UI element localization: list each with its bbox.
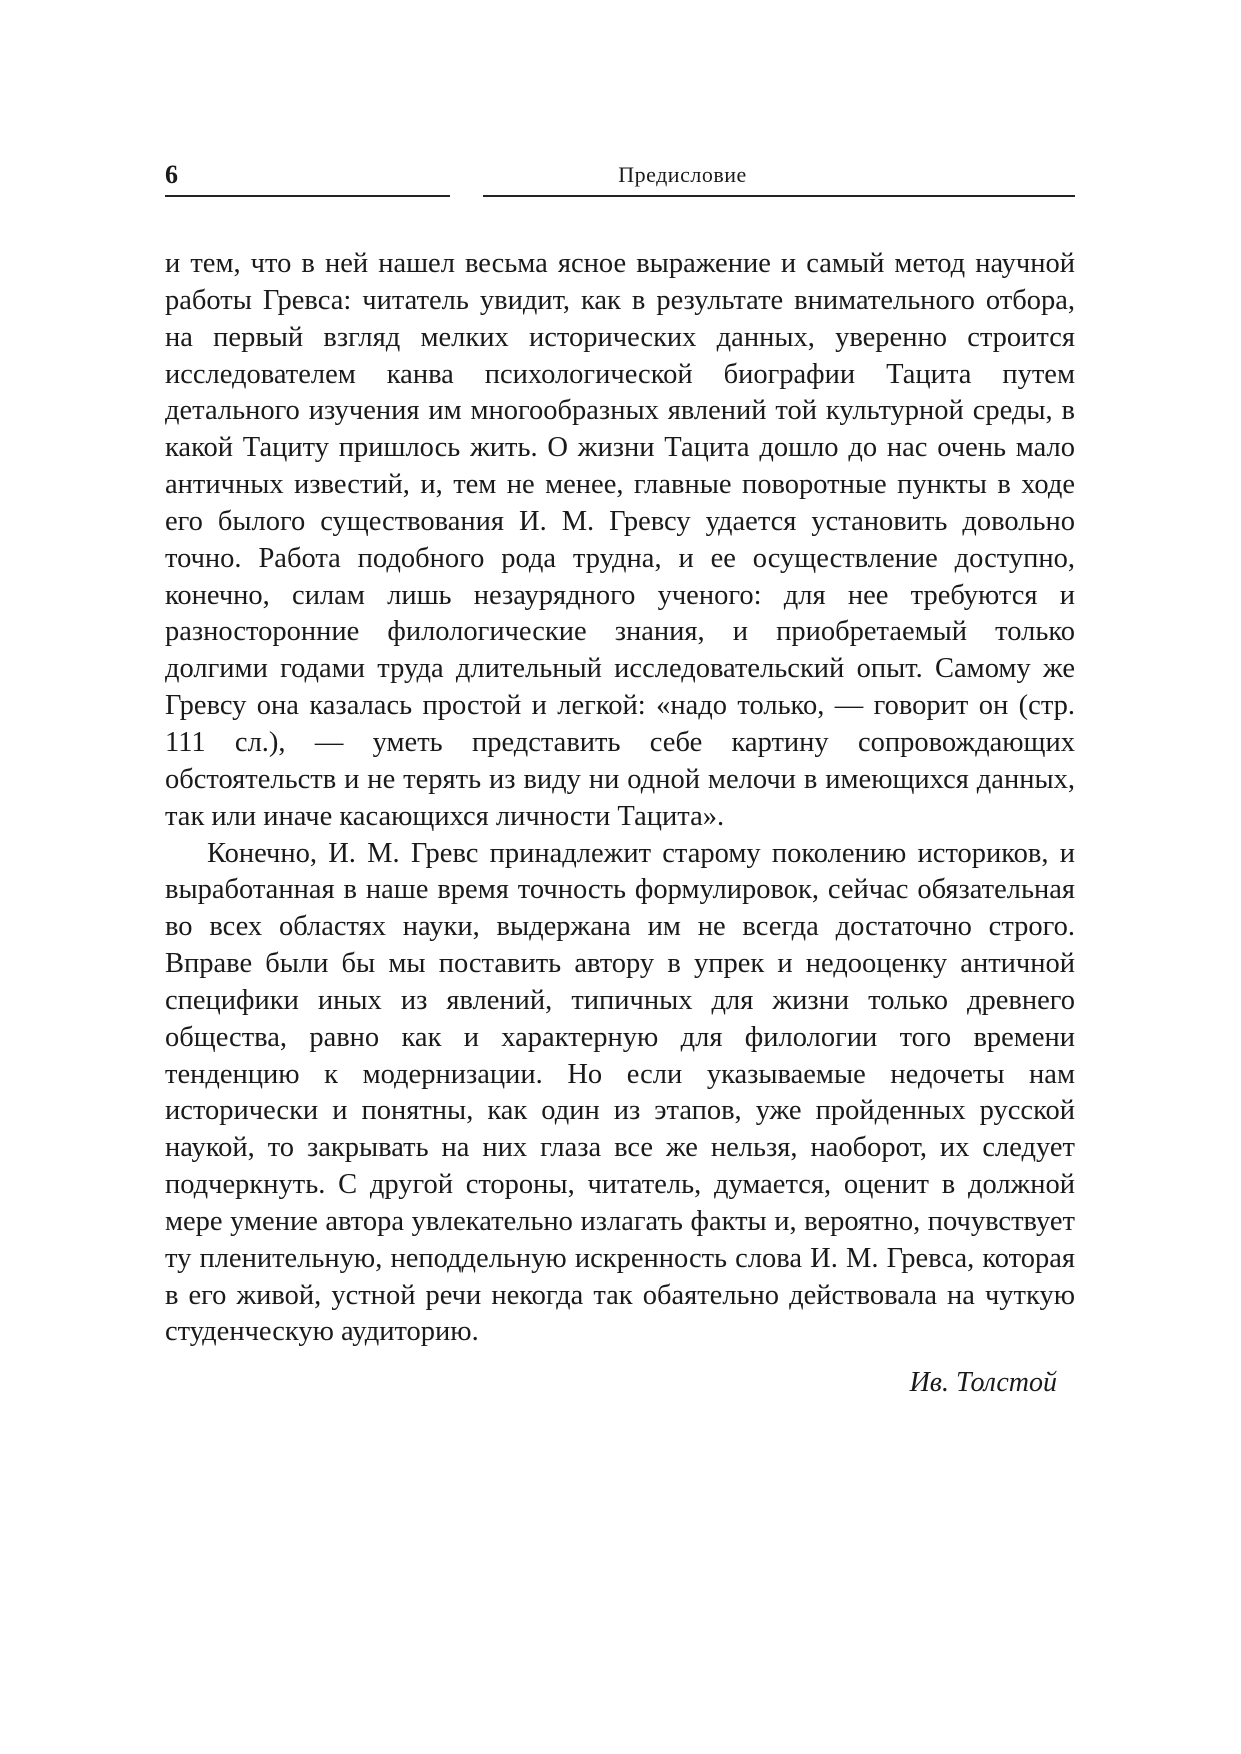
running-title: Предисловие [618, 162, 747, 187]
document-page [165, 150, 1075, 1399]
author-signature: Ив. Толстой [909, 1367, 1057, 1399]
running-header [165, 150, 1075, 198]
paragraph-continued: и тем, что в ней нашел весьма ясное выражение и самый метод научной работы Гревса: читатель увидит, как в результате внимательного отбора, на первый взгляд мелких исторических данных, уверенно строится исследователем канва психологической биографии Тацита путем детального изучения им многообразных явлений той культурной среды, в какой Тациту пришлось жить. О жизни Тацита дошло до нас очень мало античных известий, и, тем не менее, главные поворотные пункты в ходе его былого существования И. М. Гревсу удается установить довольно точно. Работа подобного рода трудна, и ее осуществление доступно, конечно, силам лишь незаурядного ученого: для нее требуются и разносторонние филологические знания, и приобретаемый только долгими годами труда длительный исследовательский опыт. Самому же Гревсу она казалась простой и легкой: «надо только, — говорит он (стр. 111 сл.), — уметь представить себе картину сопровождающих обстоятельств и не терять из виду ни одной мелочи в имеющихся данных, так или иначе касающихся личности Тацита». [165, 248, 1075, 832]
paragraph: Конечно, И. М. Гревс принадлежит старому поколению историков, и выработанная в наше время точность формулировок, сейчас обязательная во всех областях науки, выдержана им не всегда достаточно строго. Вправе были бы мы поставить автору в упрек и недооценку античной специфики иных из явлений, типичных для жизни только древнего общества, равно как и характерную для филологии того времени тенденцию к модернизации. Но если указываемые недочеты нам исторически и понятны, как один из этапов, уже пройденных русской наукой, то закрывать на них глаза все же нельзя, наоборот, их следует подчеркнуть. С другой стороны, читатель, думается, оценит в должной мере умение автора увлекательно излагать факты и, вероятно, почувствует ту пленительную, неподдельную искренность слова И. М. Гревса, которая в его живой, устной речи некогда так обаятельно действовала на чуткую студенческую аудиторию. [165, 837, 1075, 1348]
body-text [165, 246, 1075, 1351]
header-rule-right [483, 195, 1075, 197]
header-rule-left [165, 195, 450, 197]
page-number: 6 [165, 160, 178, 189]
